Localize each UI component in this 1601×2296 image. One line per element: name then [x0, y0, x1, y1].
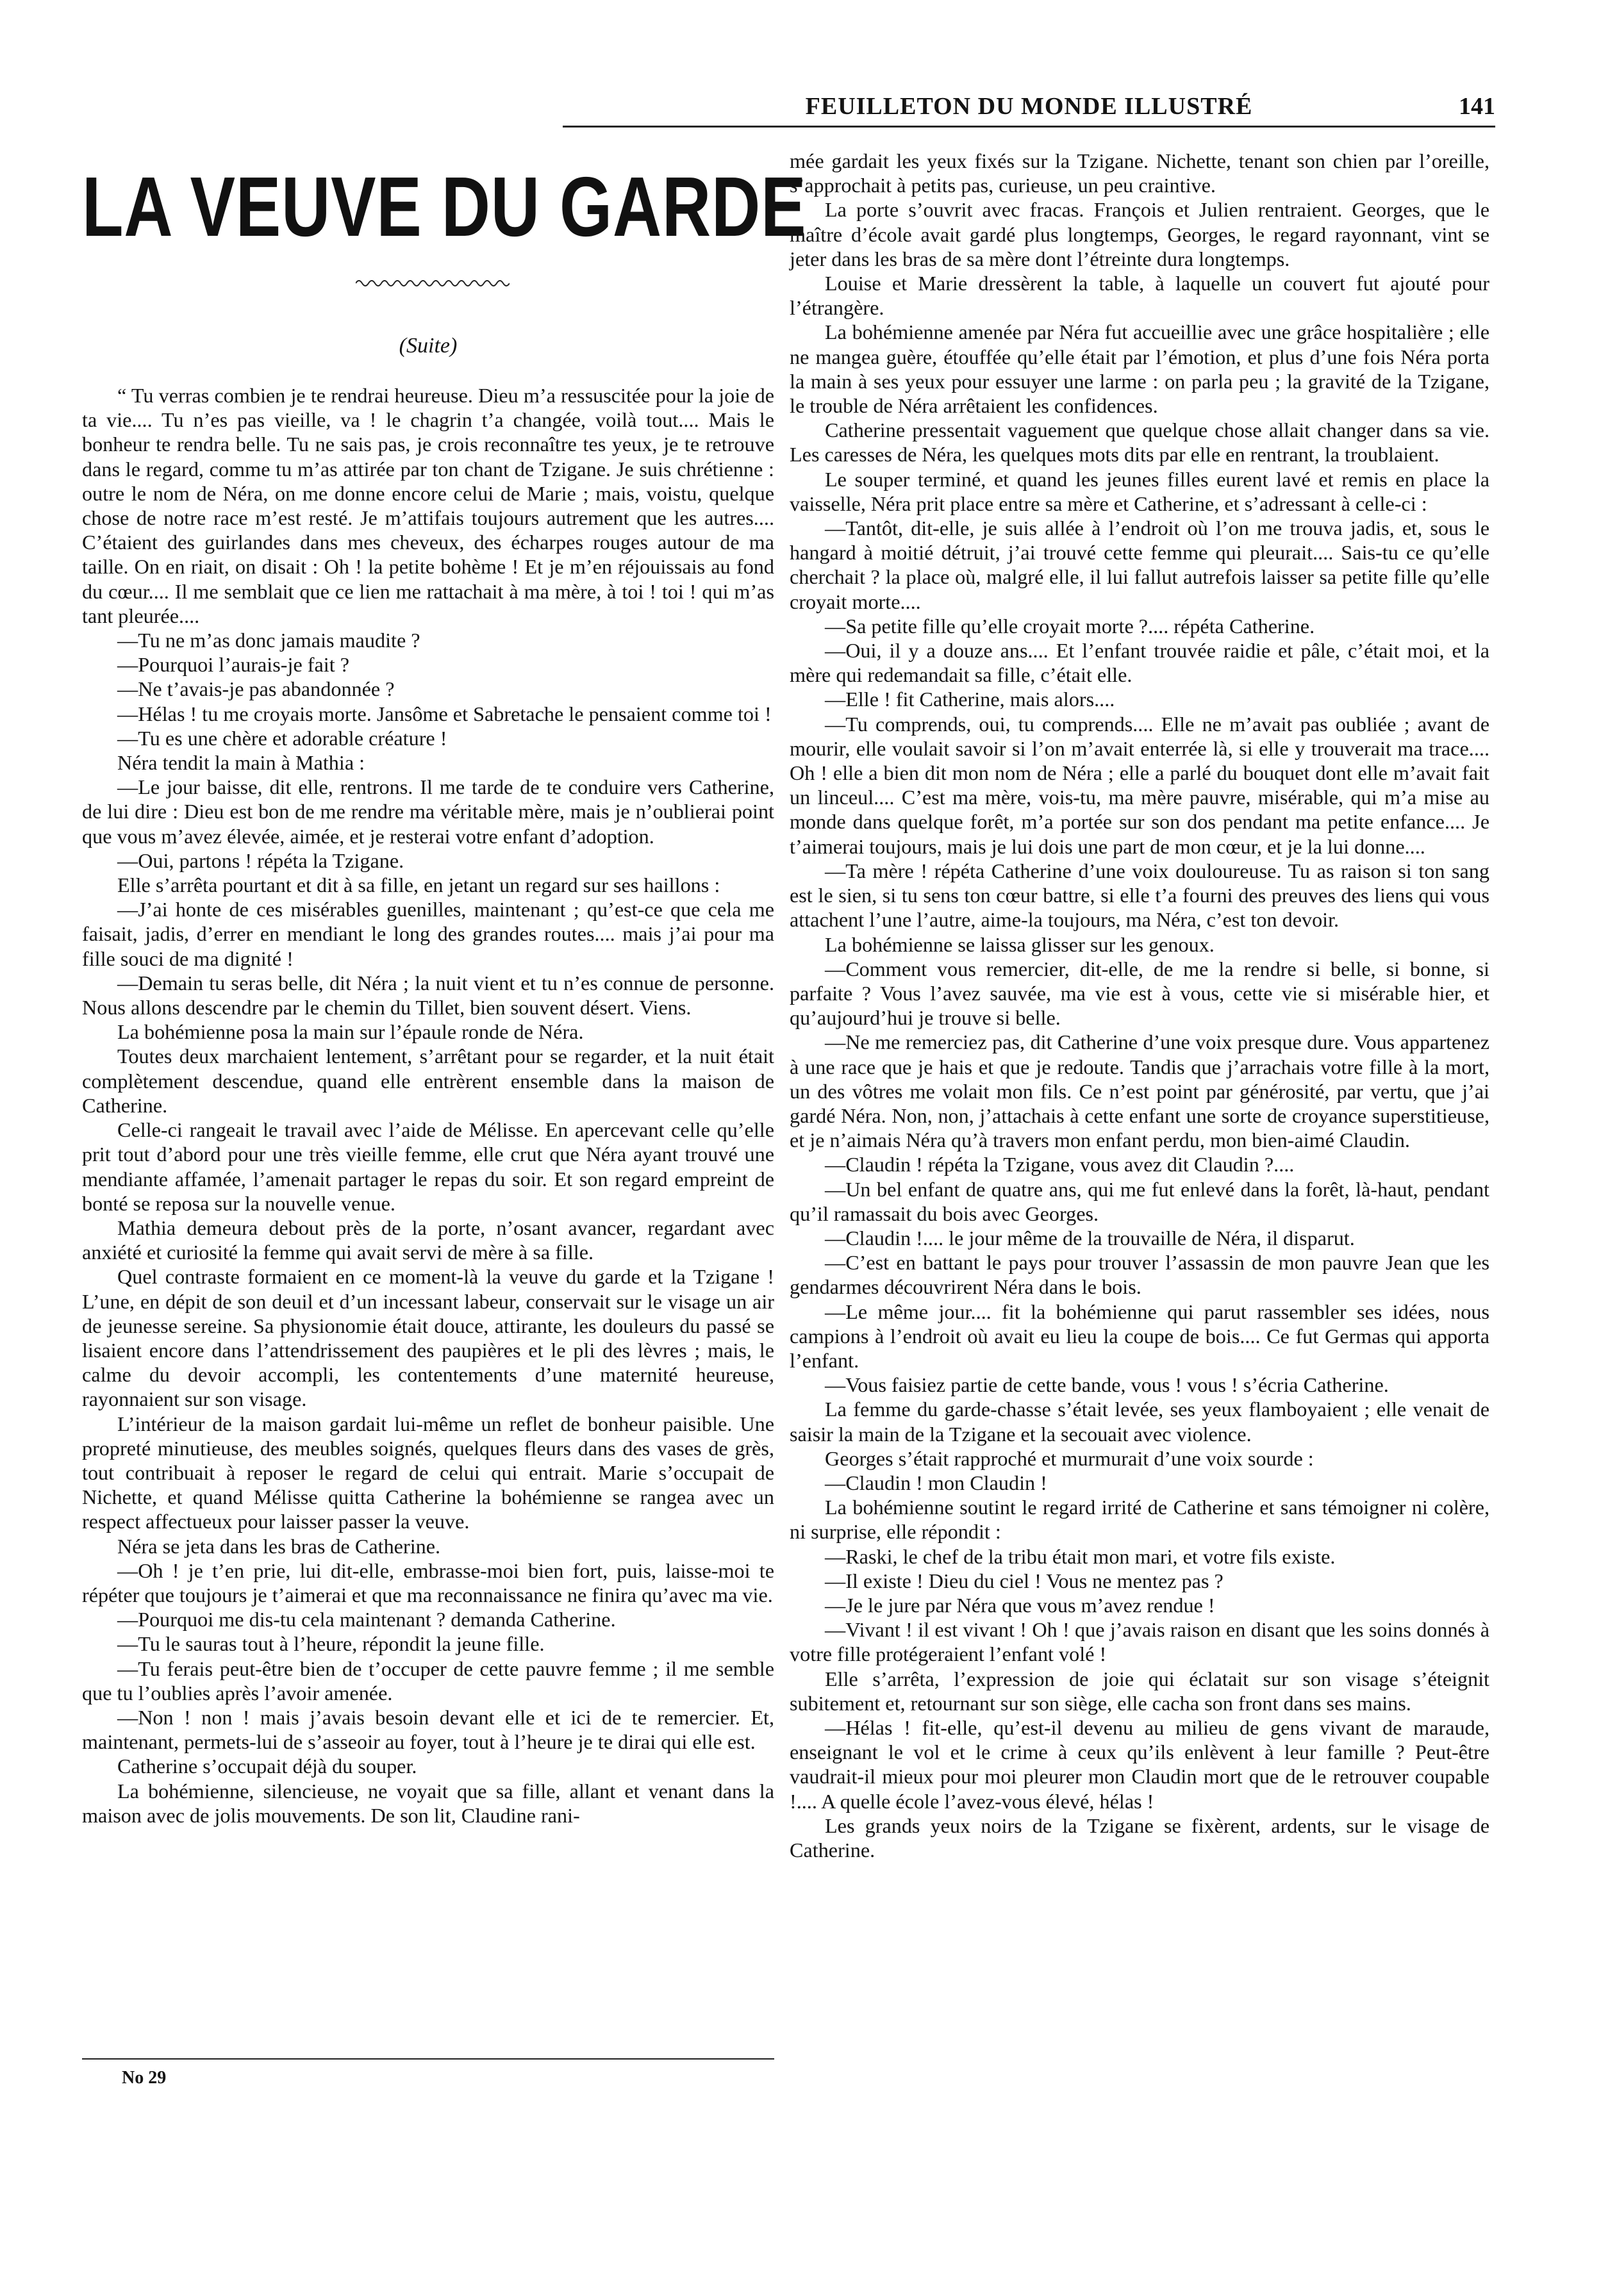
paragraph: Néra se jeta dans les bras de Catherine.: [117, 1534, 441, 1558]
paragraph: —Oui, il y a douze ans.... Et l’enfant trouvée raidie et pâle, c’était moi, et la mère qui redemandait sa fille, c’était elle.: [790, 639, 1489, 687]
paragraph: —Pourquoi l’aurais-je fait ?: [117, 653, 349, 677]
paragraph: —Vous faisiez partie de cette bande, vous ! vous ! s’écria Catherine.: [825, 1373, 1389, 1397]
paragraph: La bohémienne se laissa glisser sur les genoux.: [825, 932, 1215, 956]
article-subtitle: (Suite): [399, 334, 458, 358]
paragraph: —Le jour baisse, dit elle, rentrons. Il me tarde de te conduire vers Catherine, de lui dire : Dieu est bon de me rendre ma véritable mère, mais je n’oublierai point que vous m’avez élevée, aimée, et je resterai votre enfant d’adoption.: [82, 775, 774, 848]
paragraph: Les grands yeux noirs de la Tzigane se fixèrent, ardents, sur le visage de Catherine.: [790, 1813, 1489, 1862]
paragraph: —Elle ! fit Catherine, mais alors....: [825, 688, 1115, 711]
paragraph: —C’est en battant le pays pour trouver l’assassin de mon pauvre Jean que les gendarmes découvrirent Néra dans le bois.: [790, 1251, 1489, 1299]
paragraph: —Tu ferais peut-être bien de t’occuper de cette pauvre femme ; il me semble que tu l’oublies après l’avoir amenée.: [82, 1656, 774, 1705]
paragraph: —Il existe ! Dieu du ciel ! Vous ne mentez pas ?: [825, 1569, 1224, 1592]
issue-number: No 29: [122, 2068, 167, 2088]
paragraph: Elle s’arrêta pourtant et dit à sa fille, en jetant un regard sur ses haillons :: [117, 873, 720, 897]
paragraph: Catherine s’occupait déjà du souper.: [117, 1755, 417, 1778]
paragraph: —Un bel enfant de quatre ans, qui me fut enlevé dans la forêt, là-haut, pendant qu’il ramassait du bois avec Georges.: [790, 1177, 1489, 1225]
article-title: LA VEUVE DU GARDE: [82, 160, 807, 254]
paragraph: —Hélas ! fit-elle, qu’est-il devenu au milieu de gens vivant de maraude, enseignant le vol et le crime à ceux qu’ils enlèvent à leur famille ? Peut-être vaudrait-il mieux pour moi pleurer mon Claudin mort que de le retrouver coupable !.... A quelle école l’avez-vous élevé, hélas !: [790, 1716, 1489, 1813]
paragraph: Louise et Marie dressèrent la table, à laquelle un couvert fut ajouté pour l’étrangère.: [790, 272, 1489, 320]
running-header: [563, 88, 1495, 124]
left-column: [82, 383, 774, 1828]
paragraph: mée gardait les yeux fixés sur la Tzigane. Nichette, tenant son chien par l’oreille, s’approchait à petits pas, curieuse, un peu craintive.: [790, 149, 1489, 197]
paragraph: —Raski, le chef de la tribu était mon mari, et votre fils existe.: [825, 1544, 1336, 1568]
paragraph: —Comment vous remercier, dit-elle, de me la rendre si belle, si bonne, si parfaite ? Vous l’avez sauvée, ma vie est à vous, cette vie si misérable hier, et qu’aujourd’hui je trouve si belle.: [790, 957, 1489, 1030]
paragraph: “ Tu verras combien je te rendrai heureuse. Dieu m’a ressuscitée pour la joie de ta vie.... Tu n’es pas vieille, va ! le chagrin t’a changée, voilà tout.... Mais le bonheur te rendra belle. Tu ne sais pas, je crois reconnaître tes yeux, je te retrouve dans le regard, comme tu m’as attirée par ton chant de Tzigane. Je suis chrétienne : outre le nom de Néra, on me donne encore celui de Marie ; mais, voistu, quelque chose de notre race m’est resté. Je m’attifais toujours autrement que les autres.... C’étaient des guirlandes dans mes cheveux, des écharpes rouges autour de ma taille. On en riait, on disait : Oh ! la petite bohème ! Et je m’en réjouissais au fond du cœur.... Il me semblait que ce lien me rattachait à ma mère, à toi ! toi ! qui m’as tant pleurée....: [82, 384, 774, 627]
running-title: FEUILLETON DU MONDE ILLUSTRÉ: [805, 93, 1253, 120]
footer-rule: [82, 2058, 774, 2060]
paragraph: Mathia demeura debout près de la porte, n’osant avancer, regardant avec anxiété et curiosité la femme qui avait servi de mère à sa fille.: [82, 1216, 774, 1264]
paragraph: —Ta mère ! répéta Catherine d’une voix douloureuse. Tu as raison si ton sang est le sien, si tu sens ton cœur battre, si elle t’a fourni des preuves des liens qui vous attachent l’une l’autre, aime-la toujours, ma Néra, c’est ton devoir.: [790, 859, 1489, 932]
paragraph: —Ne me remerciez pas, dit Catherine d’une voix presque dure. Vous appartenez à une race que je hais et que je redoute. Tandis que j’arrachais votre fille à la mort, un des vôtres me volait mon fils. Ce n’est point par générosité, par vertu, que j’ai gardé Néra. Non, non, j’attachais à cette enfant une sorte de croyance superstitieuse, et je n’aimais Néra qu’à travers mon enfant perdu, mon bien-aimé Claudin.: [790, 1030, 1489, 1152]
right-column: [790, 149, 1489, 1862]
paragraph: —Je le jure par Néra que vous m’avez rendue !: [825, 1593, 1215, 1617]
paragraph: —Demain tu seras belle, dit Néra ; la nuit vient et tu n’es connue de personne. Nous allons descendre par le chemin du Tillet, bien souvent désert. Viens.: [82, 971, 774, 1020]
paragraph: L’intérieur de la maison gardait lui-même un reflet de bonheur paisible. Une propreté minutieuse, des meubles soignés, quelques fleurs dans des vases de grès, tout contribuait à reposer le regard de celui qui entrait. Marie s’occupait de Nichette, et quand Mélisse quitta Catherine la bohémienne se rangea avec un respect affectueux pour laisser passer la veuve.: [82, 1412, 774, 1533]
paragraph: —Claudin ! mon Claudin !: [825, 1471, 1047, 1494]
paragraph: —Tu comprends, oui, tu comprends.... Elle ne m’avait pas oubliée ; avant de mourir, elle voulait savoir si l’on m’avait enterrée là, si elle y trouverait ma trace.... Oh ! elle a bien dit mon nom de Néra ; elle a parlé du bouquet dont elle m’avait fait un linceul.... C’est ma mère, vois-tu, ma mère pauvre, misérable, qui m’a mise au monde dans quelque forêt, m’a portée sur son dos pendant ma petite enfance.... Je t’aimerai toujours, mais je lui dois une part de mon cœur, et je la lui donne....: [790, 712, 1489, 858]
paragraph: —Ne t’avais-je pas abandonnée ?: [117, 677, 395, 701]
paragraph: La bohémienne amenée par Néra fut accueillie avec une grâce hospitalière ; elle ne mangea guère, étouffée qu’elle était par l’émotion, et plus d’une fois Néra porta la main à ses yeux pour essuyer une larme : on parla peu ; la gravité de la Tzigane, le trouble de Néra arrêtaient les confidences.: [790, 320, 1489, 418]
paragraph: —Claudin !.... le jour même de la trouvaille de Néra, il disparut.: [825, 1226, 1355, 1250]
paragraph: Le souper terminé, et quand les jeunes filles eurent lavé et remis en place la vaisselle, Néra prit place entre sa mère et Catherine, et s’adressant à celle-ci :: [790, 467, 1489, 515]
paragraph: Georges s’était rapproché et murmurait d’une voix sourde :: [825, 1446, 1314, 1470]
paragraph: La bohémienne posa la main sur l’épaule ronde de Néra.: [117, 1020, 584, 1044]
paragraph: —Pourquoi me dis-tu cela maintenant ? demanda Catherine.: [117, 1608, 616, 1631]
paragraph: —J’ai honte de ces misérables guenilles, maintenant ; qu’est-ce que cela me faisait, jadis, d’errer en mendiant le long des grandes routes.... mais j’ai pour ma fille souci de ma dignité !: [82, 898, 774, 970]
paragraph: —Oui, partons ! répéta la Tzigane.: [117, 848, 404, 872]
paragraph: La porte s’ouvrit avec fracas. François et Julien rentraient. Georges, que le maître d’école avait gardé plus longtemps, Georges, le regard rayonnant, vint se jeter dans les bras de sa mère dont l’étreinte dura longtemps.: [790, 198, 1489, 270]
paragraph: —Le même jour.... fit la bohémienne qui parut rassembler ses idées, nous campions à l’endroit où avait eu lieu la coupe de bois.... Ce fut Germas qui apporta l’enfant.: [790, 1300, 1489, 1372]
paragraph: Elle s’arrêta, l’expression de joie qui éclatait sur son visage s’éteignit subitement et, retournant sur son siège, elle cacha son front dans ses mains.: [790, 1667, 1489, 1715]
paragraph: —Vivant ! il est vivant ! Oh ! que j’avais raison en disant que les soins donnés à votre fille protégeraient l’enfant volé !: [790, 1618, 1489, 1666]
page-number: 141: [1459, 93, 1495, 120]
paragraph: La bohémienne soutint le regard irrité de Catherine et sans témoigner ni colère, ni surprise, elle répondit :: [790, 1496, 1489, 1544]
paragraph: Celle-ci rangeait le travail avec l’aide de Mélisse. En apercevant celle qu’elle prit tout d’abord pour une très vieille femme, elle crut que Néra ayant trouvé une mendiante affamée, l’amenait partager le repas du soir. Et son regard empreint de bonté se reposa sur la nouvelle venue.: [82, 1118, 774, 1215]
header-rule: [563, 126, 1495, 128]
paragraph: —Tu es une chère et adorable créature !: [117, 726, 447, 750]
paragraph: —Tantôt, dit-elle, je suis allée à l’endroit où l’on me trouva jadis, et, sous le hangard à moitié détruit, j’ai trouvé cette femme qui pleurait.... Sais-tu ce qu’elle cherchait ? la place où, malgré elle, il lui fallut autrefois laisser sa petite fille qu’elle croyait morte....: [790, 516, 1489, 613]
title-ornament: [356, 276, 510, 291]
paragraph: —Oh ! je t’en prie, lui dit-elle, embrasse-moi bien fort, puis, laisse-moi te répéter que toujours je t’aimerai et que ma reconnaissance ne finira qu’avec ma vie.: [82, 1558, 774, 1606]
paragraph: —Non ! non ! mais j’avais besoin devant elle et ici de te remercier. Et, maintenant, permets-lui de s’asseoir au foyer, tout à l’heure je te dirai qui elle est.: [82, 1705, 774, 1754]
paragraph: —Sa petite fille qu’elle croyait morte ?.... répéta Catherine.: [825, 614, 1315, 638]
paragraph: —Claudin ! répéta la Tzigane, vous avez dit Claudin ?....: [825, 1153, 1295, 1177]
paragraph: —Hélas ! tu me croyais morte. Jansôme et Sabretache le pensaient comme toi !: [117, 702, 772, 725]
paragraph: —Tu le sauras tout à l’heure, répondit la jeune fille.: [117, 1632, 545, 1656]
paragraph: Catherine pressentait vaguement que quelque chose allait changer dans sa vie. Les caresses de Néra, les quelques mots dits par elle en rentrant, la troublaient.: [790, 418, 1489, 467]
paragraph: Quel contraste formaient en ce moment-là la veuve du garde et la Tzigane ! L’une, en dépit de son deuil et d’un incessant labeur, conservait sur le visage un air de jeunesse sereine. Sa physionomie était douce, attirante, les douleurs du passé se lisaient encore dans l’attendrissement des paupières et le pli des lèvres ; mais, le calme du devoir accompli, les contentements d’une maternité heureuse, rayonnaient sur son visage.: [82, 1265, 774, 1411]
paragraph: La femme du garde-chasse s’était levée, ses yeux flamboyaient ; elle venait de saisir la main de la Tzigane et la secouait avec violence.: [790, 1398, 1489, 1446]
paragraph: Toutes deux marchaient lentement, s’arrêtant pour se regarder, et la nuit était complètement descendue, quand elle entrèrent ensemble dans la maison de Catherine.: [82, 1045, 774, 1117]
paragraph: Néra tendit la main à Mathia :: [117, 751, 365, 775]
paragraph: La bohémienne, silencieuse, ne voyait que sa fille, allant et venant dans la maison avec de jolis mouvements. De son lit, Claudine rani-: [82, 1779, 774, 1827]
paragraph: —Tu ne m’as donc jamais maudite ?: [117, 629, 420, 652]
